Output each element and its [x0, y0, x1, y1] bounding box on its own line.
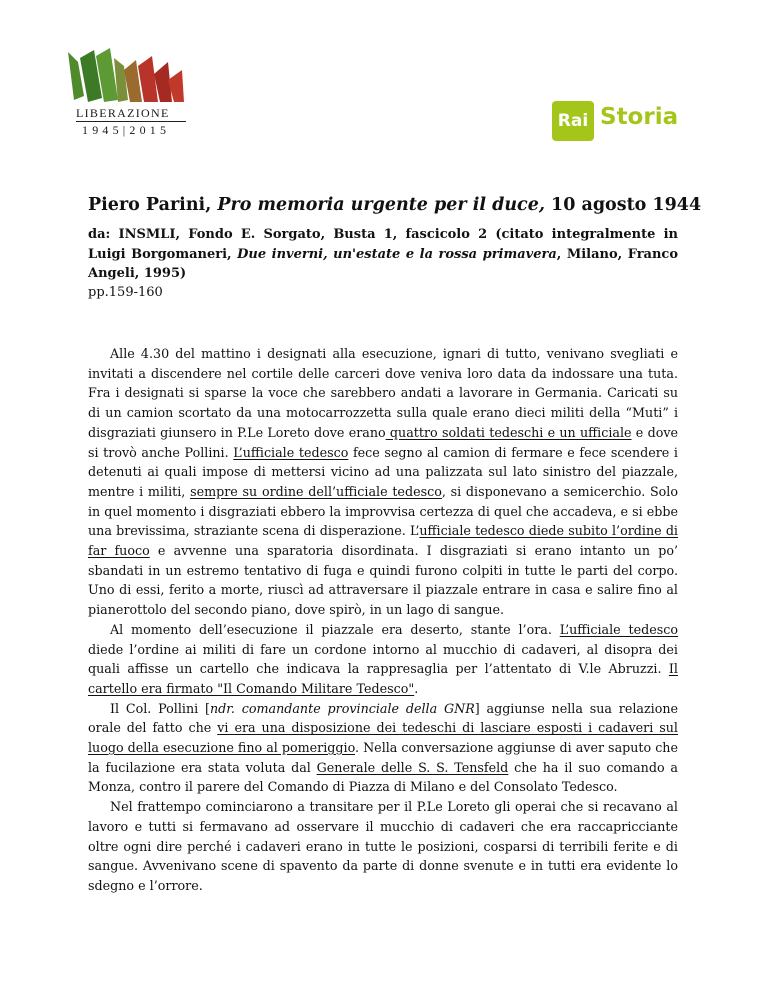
underlined-text: L’ufficiale tedesco: [559, 621, 678, 637]
underlined-text: L’ufficiale tedesco: [233, 444, 349, 460]
text-run: Il Col. Pollini [: [110, 700, 210, 716]
source-citation: [88, 225, 678, 284]
rai-storia-wordmark: Storia: [600, 104, 679, 130]
underlined-text: Il cartello era firmato "Il Comando Militare Tedesco": [88, 661, 678, 696]
rai-badge-icon: Rai: [552, 101, 594, 141]
text-run: . Nella conversazione aggiunse di aver saputo che la fucilazione era stata voluta dal: [88, 740, 678, 775]
text-run: e avvenne una sparatoria disordinata. I disgraziati si erano intanto un po’ sbandati in un estremo tentativo di fuga e quindi furono colpiti in tutte le parti del corpo. Uno di essi, ferito a morte, riuscì ad attraversare il piazzale entrare in casa e salire fino al pianerottolo del secondo piano, dove spirò, in un lago di sangue.: [88, 543, 679, 618]
paragraph-4: [88, 797, 678, 896]
liberazione-years: 1945|2015: [82, 123, 171, 137]
source-book-title: Due inverni, un'estate e la rossa primavera: [237, 246, 557, 262]
title-author: Piero Parini,: [88, 195, 212, 215]
liberazione-wordmark: LIBERAZIONE: [76, 106, 170, 120]
text-run: Alle 4.30 del mattino i designati alla esecuzione, ignari di tutto, venivano svegliati e invitati a discendere nel cortile delle carceri dove veniva loro data da indossare una tuta. Fra i designati si sparse la voce che sarebbero andati a lavorare in Germania. Caricati su di un camion scortato da una motocarrozzetta sulla quale erano dieci militi della “Muti” i disgraziati giunsero in P.Le Loreto dove erano: [88, 346, 678, 440]
title-date: 10 agosto 1944: [551, 195, 702, 215]
underlined-text: sempre su ordine dell’ufficiale tedesco: [190, 483, 442, 499]
text-run: ] aggiunse nella sua relazione orale del fatto che: [88, 700, 679, 736]
title-work: Pro memoria urgente per il duce,: [217, 195, 545, 215]
underlined-text: Generale delle S. S. Tensfeld: [316, 759, 509, 775]
document-body: [88, 344, 678, 896]
text-run: .: [414, 680, 419, 696]
text-run: , si disponevano a semicerchio. Solo in quel momento i disgraziati ebbero la improvvisa certezza di quel che accadeva, e si ebbe una brevissima, straziante scena di disperazione. L’: [88, 483, 678, 539]
source-text-a: da: INSMLI, Fondo E. Sorgato, Busta 1, fascicolo 2 (citato integralmente in Luigi Borgomaneri,: [88, 227, 678, 262]
source-text-b: , Milano, Franco Angeli, 1995): [88, 246, 679, 281]
page-reference: pp.159-160: [88, 285, 163, 300]
paragraph-2: [88, 620, 678, 699]
text-run: Nel frattempo cominciarono a transitare per il P.Le Loreto gli operai che si recavano al lavoro e tutti si fermavano ad osservare il mucchio di cadaveri che era raccapricciante oltre ogni dire perché i cadaveri erano in tutte le posizioni, cosparsi di terribili ferite e di sangue. Avvenivano scene di spavento da parte di donne svenute e in tutti era evidente lo sdegno e l’orrore.: [88, 799, 678, 893]
underlined-text: vi era una disposizione dei tedeschi di lasciare esposti i cadaveri sul luogo della esecuzione fino al pomeriggio: [88, 720, 678, 756]
paragraph-3: [88, 699, 678, 798]
underlined-text: ufficiale tedesco diede subito l’ordine di far fuoco: [88, 523, 678, 559]
logo-divider: [76, 121, 186, 122]
text-run: Al momento dell’esecuzione il piazzale era deserto, stante l’ora.: [110, 621, 560, 637]
text-run: diede l’ordine ai militi di fare un cordone intorno al mucchio di cadaveri, al disopra dei quali affisse un cartello che indicava la rappresaglia per l’attentato di V.le Abruzzi.: [88, 641, 678, 677]
underlined-text: quattro soldati tedeschi e un ufficiale: [385, 424, 632, 440]
paragraph-1: [88, 344, 678, 620]
text-run: e dove si trovò anche Pollini.: [88, 424, 679, 460]
text-run: fece segno al camion di fermare e fece scendere i detenuti ai quali impose di mettersi vicino ad una palizzata sul lato sinistro del piazzale, mentre i militi,: [88, 444, 678, 499]
text-run: che ha il suo comando a Monza, contro il parere del Comando di Piazza di Milano e del Consolato Tedesco.: [88, 759, 678, 795]
document-title: [88, 195, 701, 215]
editor-note: ndr. comandante provinciale della GNR: [209, 700, 475, 716]
